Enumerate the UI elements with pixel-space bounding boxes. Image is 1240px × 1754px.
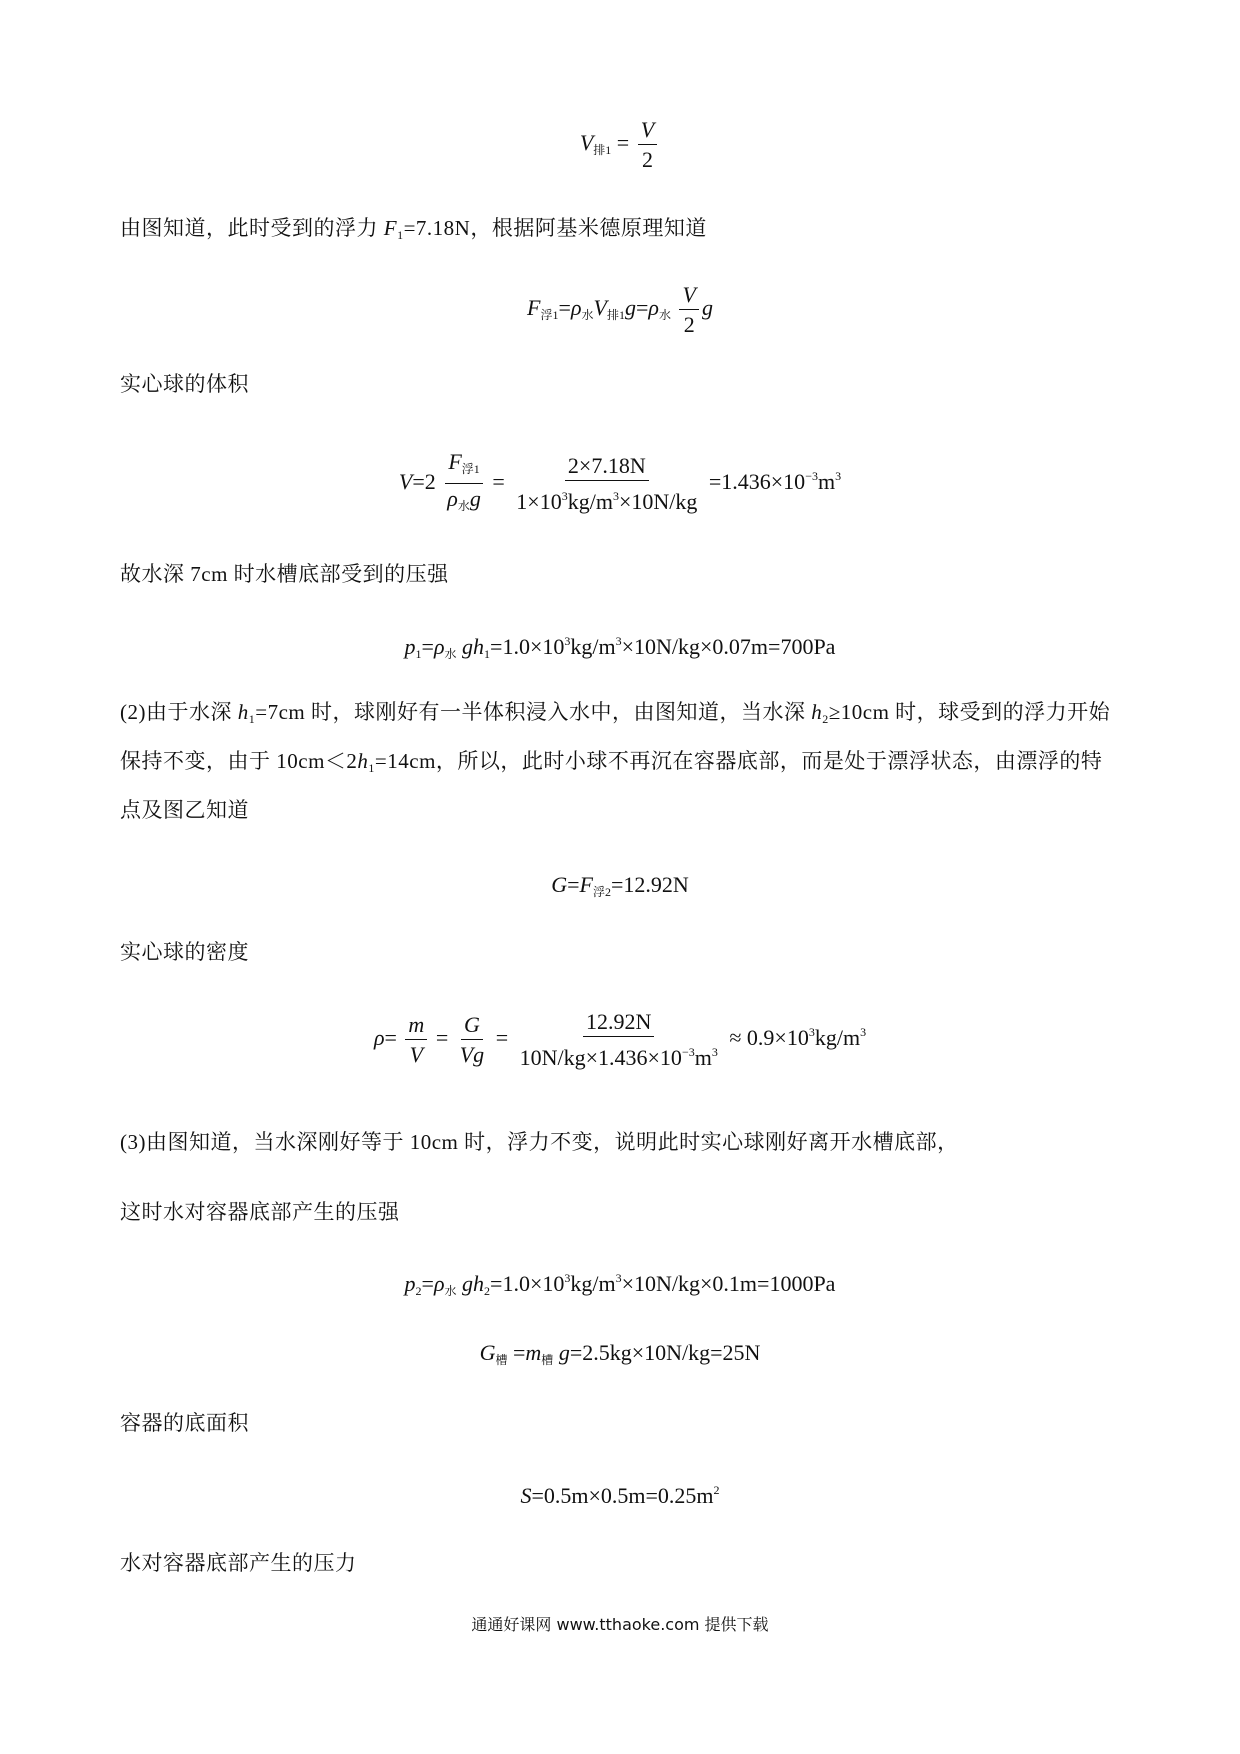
formula-volume: V=2 $\frac{F_{浮1}}{\rho_水g}$ = $\frac{2\times 7.18N}{1\times 10^3kg/m^3\times 10N/kg}$ $=1.436\times 10^{-3}m^3$	[0, 450, 1240, 518]
formula-density: ρ= $\frac{m}{V}$ = $\frac{G}{Vg}$ = $\frac{12.92N}{10N/kg\times 1.436\times 10^{-3}m^3}$ ≈ $0.9\times 10^3kg/m^3$	[373, 1009, 867, 1070]
paragraph-part2-line3: 点及图乙知道	[120, 798, 249, 822]
page-footer: 通通好课网 www.tthaoke.com 提供下载	[471, 1615, 769, 1634]
formula-v-displaced: $V_{排1}$ = $\frac{V}{2}$	[0, 118, 1240, 172]
paragraph-part3: (3)由图知道，当水深刚好等于 10cm 时，浮力不变，说明此时实心球刚好离开水槽底部，	[120, 1130, 959, 1154]
paragraph-base-area: 容器的底面积	[120, 1411, 249, 1435]
formula-archimedes: $F_{浮1}=\rho_水V_{排1}g=\rho_水$ $\frac{V}{2}$ g	[527, 282, 713, 337]
formula-pressure-1: $p_1=\rho_水$ $gh_1=1.0\times 10^3kg/m^3\times 10N/kg\times 0.07m=700Pa$	[404, 634, 836, 661]
fraction: $\frac{G}{Vg}$	[459, 1012, 485, 1067]
fraction: $\frac{F_{浮1}}{\rho_水g}$	[447, 449, 481, 513]
formula-tank-weight: $G_槽 =m_槽$ g=2.5kg×10N/kg=25N	[479, 1340, 761, 1367]
paragraph-pressure-7cm: 故水深 7cm 时水槽底部受到的压强	[120, 562, 449, 586]
formula-weight: $G=F_{浮2}=12.92N$	[551, 872, 689, 899]
paragraph-part2-line1: (2)由于水深 $h_1=7cm$ 时，球刚好有一半体积浸入水中，由图知道，当水深 $h_2\ge 10cm$ 时，球受到的浮力开始	[120, 700, 1111, 726]
paragraph-density: 实心球的密度	[120, 940, 249, 964]
fraction: $\frac{12.92N}{10N/kg\times 1.436\times 10^{-3}m^3}$	[519, 1009, 718, 1070]
paragraph-force: 水对容器底部产生的压力	[120, 1551, 357, 1575]
formula-pressure-2: $p_2=\rho_水$ $gh_2=1.0\times 10^3kg/m^3\times 10N/kg\times 0.1m=1000Pa$	[404, 1271, 836, 1298]
fraction: $\frac{V}{2}$	[679, 283, 698, 337]
fraction: $\frac{V}{2}$	[638, 118, 657, 172]
paragraph-buoyancy: 由图知道，此时受到的浮力 $F_1=7.18N$，根据阿基米德原理知道	[120, 216, 707, 242]
paragraph-volume: 实心球的体积	[120, 372, 249, 396]
formula-area: $S=0.5m\times 0.5m=0.25m^2$	[520, 1483, 720, 1508]
paragraph-pressure-water: 这时水对容器底部产生的压强	[120, 1200, 400, 1224]
paragraph-part2-line2: 保持不变，由于 $10cm<2h_1=14cm$，所以，此时小球不再沉在容器底部，而是处于漂浮状态，由漂浮的特	[120, 749, 1103, 775]
fraction: $\frac{m}{V}$	[405, 1013, 427, 1067]
fraction: $\frac{2\times 7.18N}{1\times 10^3kg/m^3\times 10N/kg}$	[516, 453, 698, 514]
